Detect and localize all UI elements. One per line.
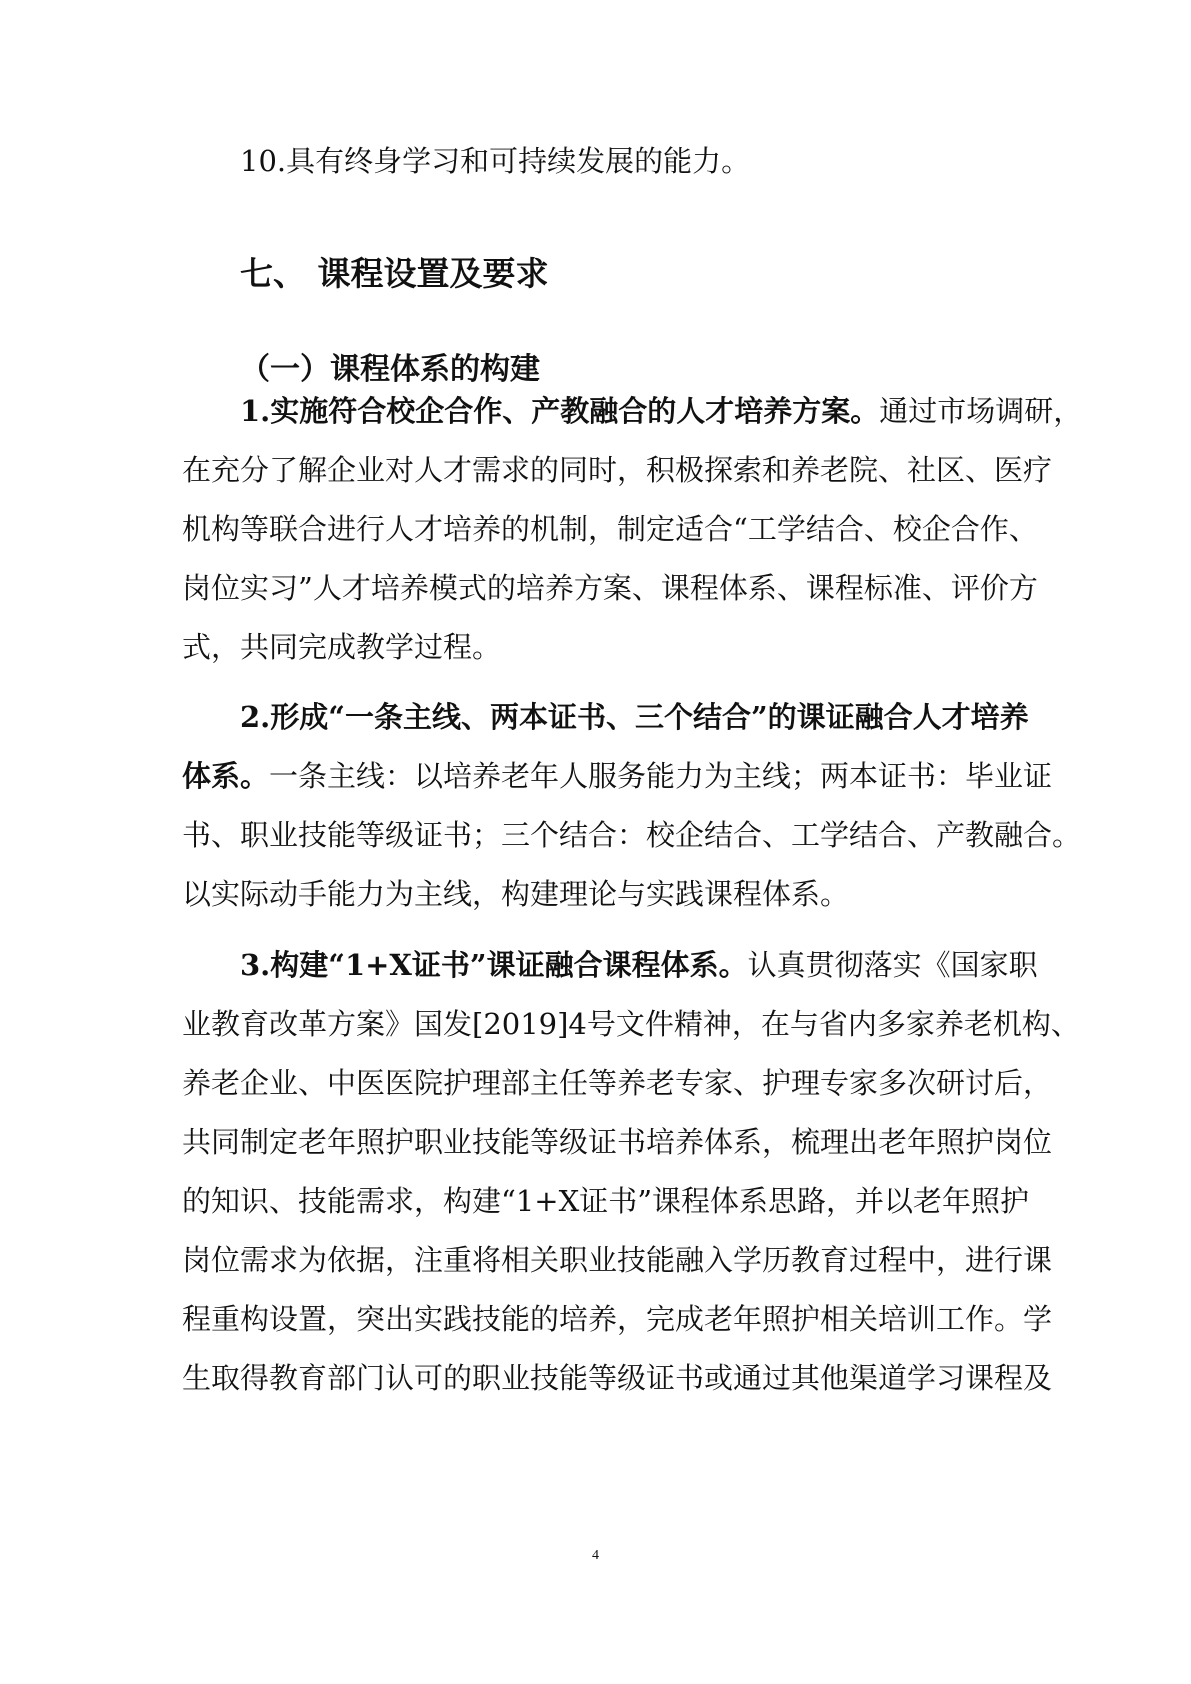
paragraph-line: 的知识、技能需求，构建“1+X证书”课程体系思路，并以老年照护 xyxy=(182,1184,1030,1218)
paragraph-line xyxy=(182,747,1053,806)
paragraph-line: 式，共同完成教学过程。 xyxy=(182,630,502,664)
paragraph-lead: 体系。 xyxy=(182,759,270,793)
paragraph-line: 程重构设置，突出实践技能的培养，完成老年照护相关培训工作。学 xyxy=(182,1302,1053,1336)
paragraph-2 xyxy=(182,688,1082,924)
paragraph-lead: 2.形成“一条主线、两本证书、三个结合”的课证融合人才培养 xyxy=(240,700,1029,734)
paragraph-lead: 3.构建“1+X证书”课证融合课程体系。 xyxy=(240,948,748,982)
section-heading: 七、 课程设置及要求 xyxy=(240,254,549,293)
paragraph-line: 岗位实习”人才培养模式的培养方案、课程体系、课程标准、评价方 xyxy=(182,571,1038,605)
paragraph-3 xyxy=(182,936,1080,1408)
paragraph-line: 在充分了解企业对人才需求的同时，积极探索和养老院、社区、医疗 xyxy=(182,453,1053,487)
paragraph-line xyxy=(182,382,1083,441)
paragraph-line: 业教育改革方案》国发[2019]4号文件精神，在与省内多家养老机构、 xyxy=(182,1007,1080,1041)
paragraph-line: 以实际动手能力为主线，构建理论与实践课程体系。 xyxy=(182,877,850,911)
paragraph-line: 机构等联合进行人才培养的机制，制定适合“工学结合、校企合作、 xyxy=(182,512,1038,546)
paragraph-line: 生取得教育部门认可的职业技能等级证书或通过其他渠道学习课程及 xyxy=(182,1361,1053,1395)
paragraph-text: 通过市场调研， xyxy=(879,394,1083,428)
paragraph-line: 书、职业技能等级证书；三个结合：校企结合、工学结合、产教融合。 xyxy=(182,818,1082,852)
paragraph-text: 一条主线：以培养老年人服务能力为主线；两本证书：毕业证 xyxy=(269,759,1053,793)
intro-line: 10.具有终身学习和可持续发展的能力。 xyxy=(240,144,751,178)
paragraph-text: 认真贯彻落实《国家职 xyxy=(747,948,1038,982)
paragraph-lead: 1.实施符合校企合作、产教融合的人才培养方案。 xyxy=(240,394,880,428)
subsection-heading: （一）课程体系的构建 xyxy=(240,352,540,387)
paragraph-line xyxy=(182,936,1038,995)
page-number: 4 xyxy=(592,1548,599,1563)
paragraph-line: 岗位需求为依据，注重将相关职业技能融入学历教育过程中，进行课 xyxy=(182,1243,1053,1277)
paragraph-line: 共同制定老年照护职业技能等级证书培养体系，梳理出老年照护岗位 xyxy=(182,1125,1053,1159)
paragraph-1 xyxy=(182,382,1083,677)
paragraph-line: 养老企业、中医医院护理部主任等养老专家、护理专家多次研讨后， xyxy=(182,1066,1053,1100)
intro-paragraph xyxy=(182,132,1018,191)
